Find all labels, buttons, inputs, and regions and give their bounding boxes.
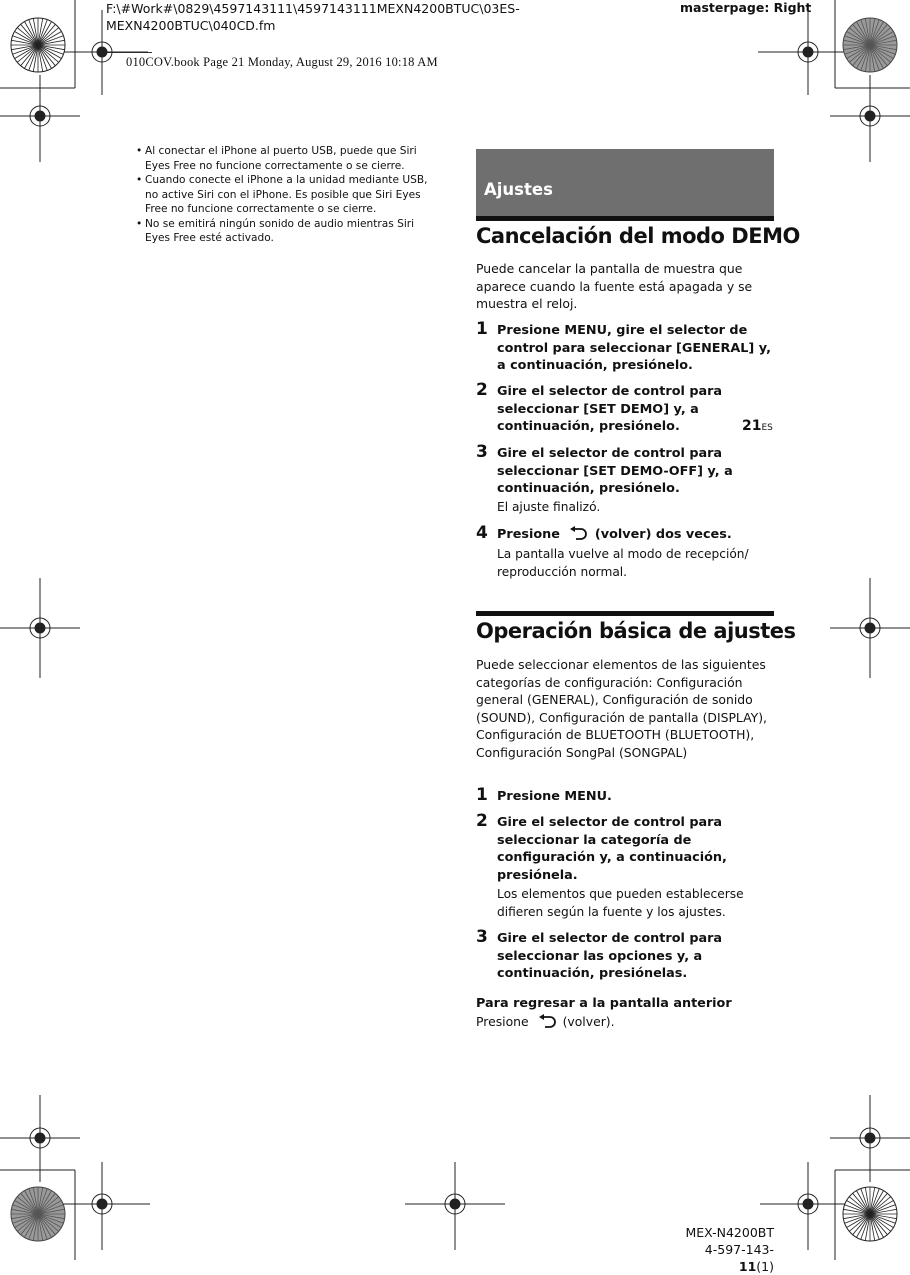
step-number: 3 bbox=[476, 442, 488, 462]
step-number: 1 bbox=[476, 785, 488, 805]
model-name: MEX-N4200BT bbox=[685, 1225, 774, 1240]
demo-intro: Puede cancelar la pantalla de muestra que aparece cuando la fuente está apagada y se muestra el reloj. bbox=[476, 261, 753, 312]
return-after: (volver). bbox=[562, 1014, 615, 1029]
book-info: 010COV.book Page 21 Monday, August 29, 2016 10:18 AM bbox=[126, 55, 438, 69]
masterpage-label: masterpage: Right bbox=[680, 0, 812, 15]
return-before: Presione bbox=[476, 1014, 529, 1029]
step-result: La pantalla vuelve al modo de recepción/ reproducción normal. bbox=[497, 547, 749, 579]
registration-crosshair bbox=[56, 1162, 150, 1250]
part-number-prefix: 4-597-143- bbox=[704, 1242, 774, 1257]
step-text: Presione MENU, gire el selector de control para seleccionar [GENERAL] y, a continuación, presiónelo. bbox=[497, 323, 771, 374]
step-number: 2 bbox=[476, 380, 488, 400]
step-text-before: Presione bbox=[497, 527, 560, 542]
step-number: 2 bbox=[476, 811, 488, 831]
note-item: • Al conectar el iPhone al puerto USB, puede que Siri Eyes Free no funcione correctamente o se cierre. bbox=[136, 144, 434, 173]
step-text: Gire el selector de control para seleccionar las opciones y, a continuación, presiónelas. bbox=[497, 931, 723, 982]
step-result: El ajuste finalizó. bbox=[497, 500, 601, 514]
step-text-after: (volver) dos veces. bbox=[594, 527, 732, 542]
registration-crosshair bbox=[760, 1162, 856, 1250]
step-result: Los elementos que pueden establecerse difieren según la fuente y los ajustes. bbox=[497, 887, 744, 919]
file-path-line-2: MEXN4200BTUC\040CD.fm bbox=[106, 18, 276, 33]
step-number: 4 bbox=[476, 523, 488, 543]
section-banner-title: Ajustes bbox=[484, 180, 553, 199]
registration-crosshair bbox=[0, 578, 80, 678]
page-number-value: 21 bbox=[742, 418, 762, 434]
part-number-suffix: (1) bbox=[756, 1259, 774, 1274]
step-text: Gire el selector de control para seleccionar la categoría de configuración y, a continuación, presiónela. bbox=[497, 815, 727, 883]
basic-intro: Puede seleccionar elementos de las siguientes categorías de configuración: Configuración general (GENERAL), Configuración de sonido (SOUND), Configuración de pantalla (DISPLAY), Configuración de BLUETOOTH (BLUETOOTH), Configuración SongPal (SONGPAL) bbox=[476, 657, 767, 760]
registration-crosshair bbox=[830, 1095, 910, 1182]
registration-crosshair bbox=[0, 1095, 80, 1182]
file-path-line-1: F:\#Work#\0829\4597143111\4597143111MEXN4200BTUC\03ES- bbox=[106, 1, 520, 16]
note-item: • No se emitirá ningún sonido de audio mientras Siri Eyes Free esté activado. bbox=[136, 217, 434, 246]
registration-crosshair bbox=[60, 10, 148, 95]
step-number: 1 bbox=[476, 319, 488, 339]
starburst-target bbox=[11, 1187, 65, 1241]
step-text: Gire el selector de control para seleccionar [SET DEMO-OFF] y, a continuación, presiónelo. bbox=[497, 446, 733, 497]
registration-crosshair bbox=[758, 10, 855, 95]
demo-heading: Cancelación del modo DEMO bbox=[476, 224, 800, 248]
step-number: 3 bbox=[476, 927, 488, 947]
step-text: Gire el selector de control para seleccionar [SET DEMO] y, a continuación, presiónelo. bbox=[497, 384, 723, 435]
basic-heading: Operación básica de ajustes bbox=[476, 619, 796, 643]
step-text: Presione MENU. bbox=[497, 789, 612, 804]
registration-crosshair bbox=[830, 578, 910, 678]
part-number-bold: 11 bbox=[738, 1259, 757, 1274]
starburst-target bbox=[843, 1187, 897, 1241]
registration-crosshair bbox=[405, 1162, 505, 1250]
starburst-target bbox=[843, 18, 897, 72]
starburst-target bbox=[11, 18, 65, 72]
page-language-suffix: ES bbox=[761, 423, 773, 433]
return-heading: Para regresar a la pantalla anterior bbox=[476, 996, 732, 1011]
note-item: • Cuando conecte el iPhone a la unidad mediante USB, no active Siri con el iPhone. Es posible que Siri Eyes Free no funcione correctamente o se cierre. bbox=[136, 173, 434, 217]
